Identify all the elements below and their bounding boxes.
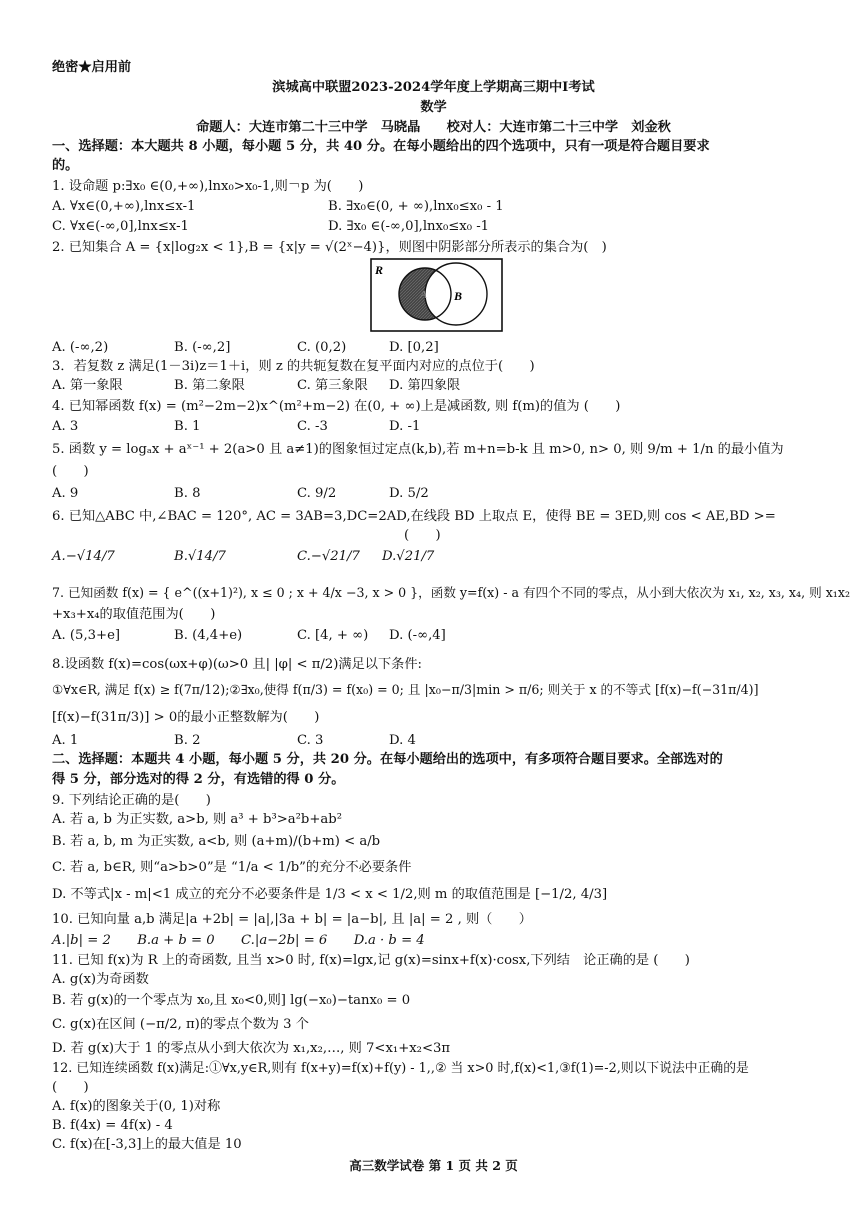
q2-option-a: A. (-∞,2) (52, 340, 109, 355)
q12-stem: 12. 已知连续函数 f(x)满足:①∀x,y∈R,则有 f(x+y)=f(x)+f(y) - 1,,② 当 x>0 时,f(x)<1,③f(1)=-2,则以下说法中正确的是 (52, 1061, 749, 1076)
q9-option-c: C. 若 a, b∈R, 则“a>b>0”是 “1/a < 1/b”的充分不必要条件 (52, 860, 412, 875)
section2-heading: 二、选择题：本题共 4 小题，每小题 5 分，共 20 分。在每小题给出的选项中，有多项符合题目要求。全部选对的 (52, 752, 723, 767)
q6-option-b: B.√14/7 (174, 549, 226, 564)
q7-option-a: A. (5,3+e] (52, 628, 121, 643)
q4-option-d: D. -1 (389, 419, 421, 434)
q12-stem-cont: ( ) (52, 1080, 89, 1095)
page-footer: 高三数学试卷 第 1 页 共 2 页 (349, 1158, 518, 1173)
q5-option-a: A. 9 (52, 486, 79, 501)
q9-option-a: A. 若 a, b 为正实数, a>b, 则 a³ + b³>a²b+ab² (52, 812, 343, 827)
q6-paren: ( ) (404, 528, 441, 543)
q12-option-a: A. f(x)的图象关于(0, 1)对称 (52, 1099, 221, 1114)
section1-heading-cont: 的。 (52, 158, 79, 173)
q1-option-d: D. ∃x₀ ∈(-∞,0],lnx₀≤x₀ -1 (328, 219, 490, 234)
q5-option-d: D. 5/2 (389, 486, 429, 501)
q5-stem-cont: ( ) (52, 464, 89, 479)
q10-options: A.|b| = 2 B.a + b = 0 C.|a−2b| = 6 D.a · b = 4 (52, 933, 425, 948)
q8-stem-line2: ①∀x∈R, 满足 f(x) ≥ f(7π/12);②∃x₀,使得 f(π/3) = f(x₀) = 0; 且 |x₀−π/3|min > π/6; 则关于 x 的不等式 [f(x)−f(−31π/4)] (52, 682, 759, 697)
section1-heading: 一、选择题：本大题共 8 小题，每小题 5 分，共 40 分。在每小题给出的四个选项中，只有一项是符合题目要求 (52, 139, 710, 154)
q7-option-b: B. (4,4+e) (174, 628, 243, 643)
section2-heading-cont: 得 5 分，部分选对的得 2 分，有选错的得 0 分。 (52, 772, 345, 787)
q9-option-d: D. 不等式|x - m|<1 成立的充分不必要条件是 1/3 < x < 1/2,则 m 的取值范围是 [−1/2, 4/3] (52, 887, 608, 902)
q4-stem: 4. 已知幂函数 f(x) = (m²−2m−2)x^(m²+m−2) 在(0, + ∞)上是减函数, 则 f(m)的值为 ( ) (52, 399, 621, 414)
q3-option-b: B. 第二象限 (174, 378, 245, 393)
q5-option-c: C. 9/2 (297, 486, 337, 501)
q7-stem: 7. 已知函数 f(x) = { e^((x+1)²), x ≤ 0 ; x + 4/x −3, x > 0 }，函数 y=f(x) - a 有四个不同的零点，从小到大依次为 x₁, x₂, x₃, x₄, 则 x₁x₂ (52, 585, 850, 600)
venn-diagram (370, 258, 503, 332)
q8-stem-line3: [f(x)−f(31π/3)] > 0的最小正整数解为( ) (52, 710, 320, 725)
q7-stem-cont: +x₃+x₄的取值范围为( ) (52, 607, 216, 622)
q7-option-c: C. [4, + ∞) (297, 628, 369, 643)
q9-option-b: B. 若 a, b, m 为正实数, a<b, 则 (a+m)/(b+m) < a/b (52, 834, 381, 849)
q4-option-a: A. 3 (52, 419, 79, 434)
q8-option-d: D. 4 (389, 733, 416, 748)
q3-stem: 3．若复数 z 满足(1－3i)z＝1＋i，则 z 的共轭复数在复平面内对应的点位于( ) (52, 359, 535, 374)
q8-option-a: A. 1 (52, 733, 79, 748)
q2-option-b: B. (-∞,2] (174, 340, 231, 355)
q11-stem: 11. 已知 f(x)为 R 上的奇函数, 且当 x>0 时, f(x)=lgx,记 g(x)=sinx+f(x)·cosx,下列结 论正确的是 ( ) (52, 953, 690, 968)
secret-label: 绝密★启用前 (52, 60, 132, 75)
q8-stem: 8.设函数 f(x)=cos(ωx+φ)(ω>0 且| |φ| < π/2)满足以下条件: (52, 657, 422, 672)
q8-option-c: C. 3 (297, 733, 324, 748)
q3-option-c: C. 第三象限 (297, 378, 368, 393)
q11-option-a: A. g(x)为奇函数 (52, 972, 149, 987)
q2-option-c: C. (0,2) (297, 340, 347, 355)
q12-option-b: B. f(4x) = 4f(x) - 4 (52, 1118, 173, 1133)
q3-option-d: D. 第四象限 (389, 378, 461, 393)
q7-option-d: D. (-∞,4] (389, 628, 446, 643)
q6-stem: 6. 已知△ABC 中,∠BAC = 120°, AC = 3AB=3,DC=2AD,在线段 BD 上取点 E，使得 BE = 3ED,则 cos < AE,BD >= (52, 509, 776, 524)
q12-option-c: C. f(x)在[-3,3]上的最大值是 10 (52, 1137, 242, 1152)
q9-stem: 9. 下列结论正确的是( ) (52, 793, 211, 808)
venn-label-b: B (454, 289, 463, 303)
q11-option-d: D. 若 g(x)大于 1 的零点从小到大依次为 x₁,x₂,…, 则 7<x₁+x₂<3π (52, 1041, 451, 1056)
venn-label-r: R (375, 263, 384, 277)
venn-label-a: A (420, 289, 427, 301)
q2-stem: 2. 已知集合 A = {x|log₂x < 1},B = {x|y = √(2ˣ−4)}，则图中阴影部分所表示的集合为( ) (52, 240, 607, 255)
subject-title: 数学 (420, 100, 447, 115)
q6-option-c: C.−√21/7 (297, 549, 360, 564)
q11-option-c: C. g(x)在区间 (−π/2, π)的零点个数为 3 个 (52, 1017, 309, 1032)
authors-line: 命题人：大连市第二十三中学 马晓晶 校对人：大连市第二十三中学 刘金秋 (196, 120, 671, 135)
q1-option-a: A. ∀x∈(0,+∞),lnx≤x-1 (52, 199, 196, 214)
q10-stem: 10. 已知向量 a,b 满足|a +2b| = |a|,|3a + b| = |a−b|, 且 |a| = 2 , 则（ ） (52, 912, 532, 927)
exam-title: 滨城高中联盟2023-2024学年度上学期高三期中Ⅰ考试 (272, 80, 595, 95)
q11-option-b: B. 若 g(x)的一个零点为 x₀,且 x₀<0,则] lg(−x₀)−tanx₀ = 0 (52, 993, 411, 1008)
q4-option-c: C. -3 (297, 419, 328, 434)
q2-option-d: D. [0,2] (389, 340, 439, 355)
q6-option-a: A.−√14/7 (52, 549, 115, 564)
q5-stem: 5. 函数 y = logₐx + aˣ⁻¹ + 2(a>0 且 a≠1)的图象恒过定点(k,b),若 m+n=b-k 且 m>0, n> 0, 则 9/m + 1/n 的最小值为 (52, 442, 784, 457)
q3-option-a: A. 第一象限 (52, 378, 123, 393)
q4-option-b: B. 1 (174, 419, 201, 434)
q8-option-b: B. 2 (174, 733, 201, 748)
q5-option-b: B. 8 (174, 486, 201, 501)
q1-option-c: C. ∀x∈(-∞,0],lnx≤x-1 (52, 219, 189, 234)
q1-stem: 1. 设命题 p:∃x₀ ∈(0,+∞),lnx₀>x₀-1,则￢p 为( ) (52, 179, 364, 194)
q1-option-b: B. ∃x₀∈(0, + ∞),lnx₀≤x₀ - 1 (328, 199, 504, 214)
q6-option-d: D.√21/7 (382, 549, 435, 564)
